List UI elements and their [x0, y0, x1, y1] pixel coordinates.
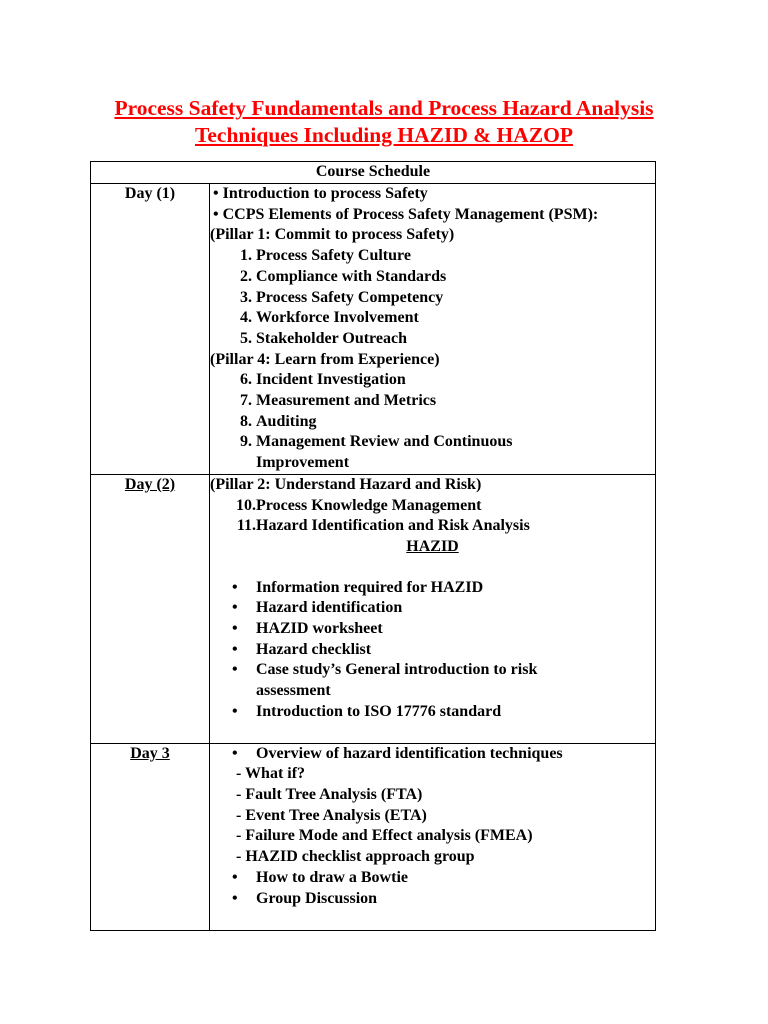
list-item: - What if? [236, 765, 306, 783]
day3-label: Day 3 [91, 743, 210, 930]
table-row-day1 [91, 184, 656, 475]
list-item: • Hazard checklist [232, 640, 372, 658]
list-item: • Group Discussion [232, 889, 378, 907]
list-item: 6. Incident Investigation [240, 371, 406, 389]
list-item: • How to draw a Bowtie [232, 868, 408, 886]
pillar-heading: (Pillar 1: Commit to process Safety) [210, 226, 455, 244]
course-schedule-header: Course Schedule [91, 162, 656, 184]
list-item: • Information required for HAZID [232, 578, 484, 596]
spacer [210, 558, 655, 578]
list-item: 5. Stakeholder Outreach [240, 329, 407, 347]
list-item: - Failure Mode and Effect analysis (FMEA) [236, 827, 533, 845]
table-row-day2 [91, 474, 656, 743]
list-item: 9. Management Review and Continuous [240, 433, 513, 451]
day1-content [210, 184, 656, 475]
list-item: 1. Process Safety Culture [240, 247, 411, 265]
list-item: • Hazard identification [232, 599, 403, 617]
list-item: 7. Measurement and Metrics [240, 392, 437, 410]
spacer [210, 723, 655, 743]
list-item: • Introduction to process Safety [213, 185, 428, 202]
list-item: - Event Tree Analysis (ETA) [236, 806, 427, 824]
table-row-day3 [91, 743, 656, 930]
list-item: • HAZID worksheet [232, 620, 383, 638]
course-schedule-table [90, 161, 656, 931]
day3-content [210, 743, 656, 930]
hazid-heading: HAZID [406, 537, 459, 555]
pillar-heading: (Pillar 4: Learn from Experience) [210, 350, 440, 368]
list-item: 10. Process Knowledge Management [236, 496, 482, 514]
title-line-2: Techniques Including HAZID & HAZOP [195, 123, 573, 147]
list-item: - HAZID checklist approach group [236, 848, 475, 866]
title-line-1: Process Safety Fundamentals and Process Hazard Analysis [114, 96, 654, 120]
day1-label: Day (1) [91, 184, 210, 475]
list-item: 3. Process Safety Competency [240, 288, 444, 306]
list-item: 8. Auditing [240, 412, 317, 430]
day2-content [210, 474, 656, 743]
list-item: • Overview of hazard identification techniques [232, 744, 563, 762]
list-item-continuation: Improvement [256, 454, 350, 472]
list-item: - Fault Tree Analysis (FTA) [236, 785, 423, 803]
list-item: • Case study’s General introduction to risk [232, 661, 538, 679]
document-title [60, 95, 708, 149]
table-header-row [91, 162, 656, 184]
list-item: 11. Hazard Identification and Risk Analysis [236, 517, 530, 535]
list-item: • CCPS Elements of Process Safety Management (PSM): [213, 205, 599, 223]
list-item-continuation: assessment [256, 682, 331, 700]
list-item: 2. Compliance with Standards [240, 267, 447, 285]
day2-label: Day (2) [91, 474, 210, 743]
pillar-heading: (Pillar 2: Understand Hazard and Risk) [210, 475, 482, 493]
list-item: • Introduction to ISO 17776 standard [232, 702, 502, 720]
list-item: 4. Workforce Involvement [240, 309, 419, 327]
